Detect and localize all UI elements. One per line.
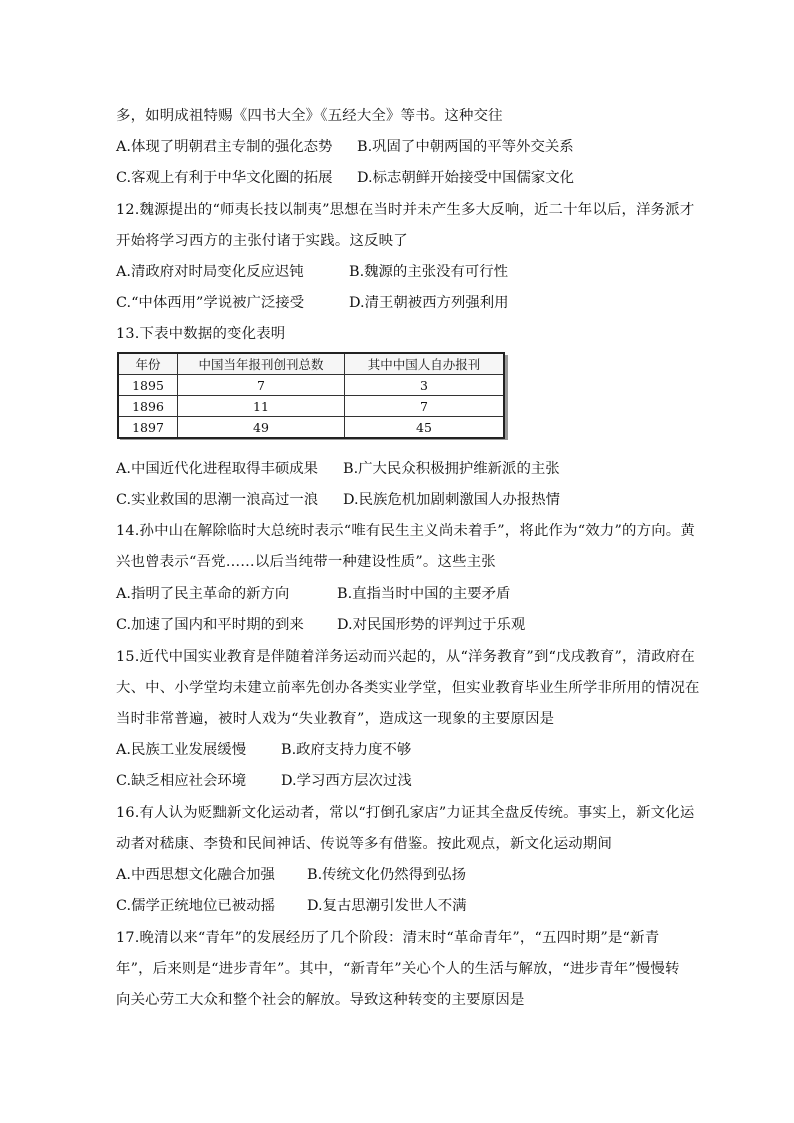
option-c: C.客观上有利于中华文化圈的拓展 xyxy=(116,170,333,186)
option-a: A.中国近代化进程取得丰硕成果 xyxy=(116,461,319,477)
question-14-text: 14.孙中山在解除临时大总统时表示“唯有民生主义尚未着手”，将此作为“效力”的方向。黄 xyxy=(116,523,695,539)
option-d: D.对民国形势的评判过于乐观 xyxy=(337,617,526,633)
table-header-cell: 年份 xyxy=(118,353,178,375)
table-header-cell: 其中中国人自办报刊 xyxy=(345,353,505,375)
question-16-text: 动者对嵇康、李贽和民间神话、传说等多有借鉴。按此观点，新文化运动期间 xyxy=(116,836,613,852)
option-c: C.儒学正统地位已被动摇 xyxy=(116,898,275,914)
question-13-text: 13.下表中数据的变化表明 xyxy=(116,326,286,342)
option-d: D.学习西方层次过浅 xyxy=(281,773,412,789)
question-17-text: 向关心劳工大众和整个社会的解放。导致这种转变的主要原因是 xyxy=(116,992,525,1008)
option-a: A.民族工业发展缓慢 xyxy=(116,742,247,758)
text-line: 多，如明成祖特赐《四书大全》《五经大全》等书。这种交往 xyxy=(116,108,503,124)
question-17-text: 17.晚清以来“青年”的发展经历了几个阶段：清末时“革命青年”，“五四时期”是“新青 xyxy=(116,930,660,946)
question-15-text: 15.近代中国实业教育是伴随着洋务运动而兴起的，从“洋务教育”到“戊戌教育”，清政府在 xyxy=(116,649,695,665)
option-c: C.缺乏相应社会环境 xyxy=(116,773,247,789)
table-cell: 45 xyxy=(345,417,505,439)
table-cell: 7 xyxy=(345,396,505,417)
table-header-cell: 中国当年报刊创刊总数 xyxy=(178,353,345,375)
question-17-text: 年”，后来则是“进步青年”。其中，“新青年”关心个人的生活与解放，“进步青年”慢慢转 xyxy=(116,961,680,977)
question-15-text: 大、中、小学堂均未建立前率先创办各类实业学堂，但实业教育毕业生所学非所用的情况在 xyxy=(116,680,700,696)
table-cell: 11 xyxy=(178,396,345,417)
table-cell: 3 xyxy=(345,375,505,396)
table-cell: 1895 xyxy=(118,375,178,396)
table-header-row xyxy=(118,353,504,375)
table-row xyxy=(118,375,504,396)
question-12-text: 12.魏源提出的“师夷长技以制夷”思想在当时并未产生多大反响，近二十年以后，洋务派才 xyxy=(116,202,695,218)
option-b: B.魏源的主张没有可行性 xyxy=(349,264,509,280)
option-b: B.直指当时中国的主要矛盾 xyxy=(337,586,511,602)
table-cell: 7 xyxy=(178,375,345,396)
option-c: C.实业救国的思潮一浪高过一浪 xyxy=(116,492,319,508)
option-b: B.巩固了中朝两国的平等外交关系 xyxy=(357,139,574,155)
option-a: A.指明了民主革命的新方向 xyxy=(116,586,290,602)
question-12-text: 开始将学习西方的主张付诸于实践。这反映了 xyxy=(116,233,408,249)
option-a: A.中西思想文化融合加强 xyxy=(116,867,275,883)
option-d: D.清王朝被西方列强利用 xyxy=(349,295,509,311)
option-c: C.加速了国内和平时期的到来 xyxy=(116,617,304,633)
option-a: A.体现了明朝君主专制的强化态势 xyxy=(116,139,333,155)
option-a: A.清政府对时局变化反应迟钝 xyxy=(116,264,304,280)
option-c: C.“中体西用”学说被广泛接受 xyxy=(116,295,305,311)
option-b: B.广大民众积极拥护维新派的主张 xyxy=(343,461,560,477)
table-row xyxy=(118,417,504,439)
table-cell: 1897 xyxy=(118,417,178,439)
table-cell: 49 xyxy=(178,417,345,439)
question-14-text: 兴也曾表示“吾党……以后当纯带一种建设性质”。这些主张 xyxy=(116,554,496,570)
question-15-text: 当时非常普遍，被时人戏为“失业教育”，造成这一现象的主要原因是 xyxy=(116,711,555,727)
option-d: D.标志朝鲜开始接受中国儒家文化 xyxy=(357,170,575,186)
option-b: B.政府支持力度不够 xyxy=(281,742,412,758)
option-d: D.复古思潮引发世人不满 xyxy=(307,898,467,914)
question-16-text: 16.有人认为贬黜新文化运动者，常以“打倒孔家店”力证其全盘反传统。事实上，新文化运 xyxy=(116,805,695,821)
data-table xyxy=(117,352,505,439)
table-cell: 1896 xyxy=(118,396,178,417)
table-row xyxy=(118,396,504,417)
option-b: B.传统文化仍然得到弘扬 xyxy=(307,867,467,883)
option-d: D.民族危机加剧刺激国人办报热情 xyxy=(343,492,561,508)
